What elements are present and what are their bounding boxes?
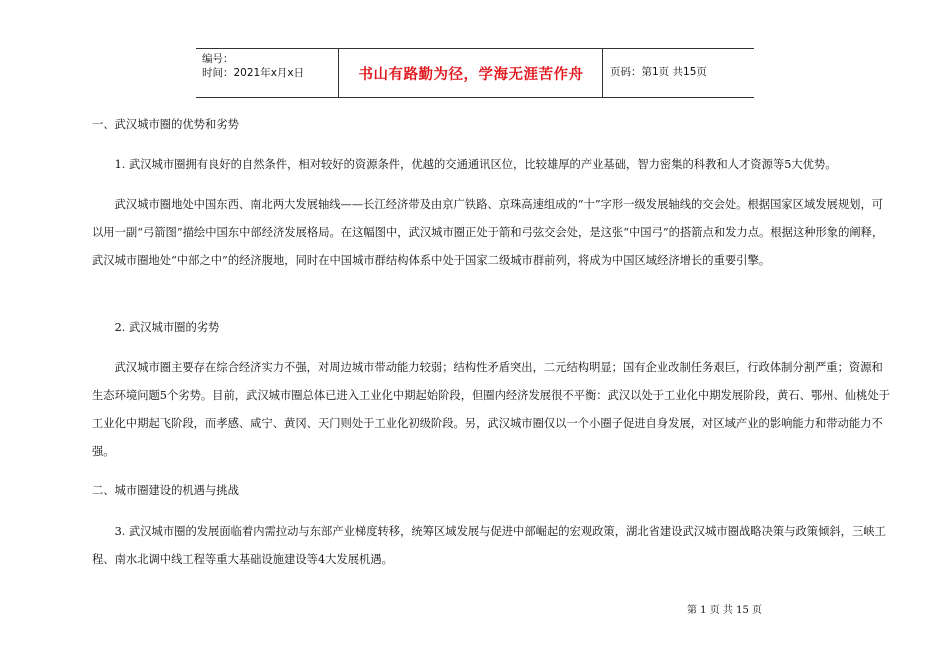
header-divider bbox=[602, 49, 603, 97]
list-item-1: 1. 武汉城市圈拥有良好的自然条件，相对较好的资源条件，优越的交通通讯区位，比较雄厚的产业基础，智力密集的科教和人才资源等5大优势。 bbox=[114, 158, 837, 171]
paragraph-1: 武汉城市圈地处中国东西、南北两大发展轴线——长江经济带及由京广铁路、京珠高速组成的“十”字形一级发展轴线的交会处。根据国家区域发展规划，可以用一副“弓箭图”描绘中国东中部经济发展格局。在这幅图中，武汉城市圈正处于箭和弓弦交会处，是这张“中国弓”的搭箭点和发力点。根据这种形象的阐释，武汉城市圈地处“中部之中”的经济腹地，同时在中国城市群结构体系中处于国家二级城市群前列，将成为中国区域经济增长的重要引擎。 bbox=[92, 198, 884, 267]
document-header bbox=[196, 48, 754, 98]
header-motto: 书山有路勤为径，学海无涯苦作舟 bbox=[358, 66, 584, 83]
section-heading-1: 一、武汉城市圈的优势和劣势 bbox=[92, 118, 239, 131]
list-item-2: 2. 武汉城市圈的劣势 bbox=[114, 321, 220, 334]
header-page-label: 页码：第1页 共15页 bbox=[610, 66, 707, 78]
paragraph-2: 武汉城市圈主要存在综合经济实力不强，对周边城市带动能力较弱；结构性矛盾突出，二元结构明显；国有企业改制任务艰巨，行政体制分割严重；资源和生态环境问题5个劣势。目前，武汉城市圈总体已进入工业化中期起始阶段，但圈内经济发展很不平衡：武汉以处于工业化中期发展阶段，黄石、鄂州、仙桃处于工业化中期起飞阶段，而孝感、咸宁、黄冈、天门则处于工业化初级阶段。另，武汉城市圈仅以一个小圈子促进自身发展，对区域产业的影响能力和带动能力不强。 bbox=[92, 361, 890, 458]
number-label: 编号： bbox=[202, 53, 234, 65]
section-heading-2: 二、城市圈建设的机遇与挑战 bbox=[92, 484, 239, 497]
header-meta bbox=[202, 52, 332, 80]
header-divider bbox=[338, 49, 339, 97]
time-label: 时间：2021年x月x日 bbox=[202, 67, 305, 79]
page-footer: 第 1 页 共 15 页 bbox=[687, 605, 762, 616]
list-item-3: 3. 武汉城市圈的发展面临着内需拉动与东部产业梯度转移，统筹区域发展与促进中部崛起的宏观政策，湖北省建设武汉城市圈战略决策与政策倾斜，三峡工程、南水北调中线工程等重大基础设施建设等4大发展机遇。 bbox=[92, 525, 886, 566]
